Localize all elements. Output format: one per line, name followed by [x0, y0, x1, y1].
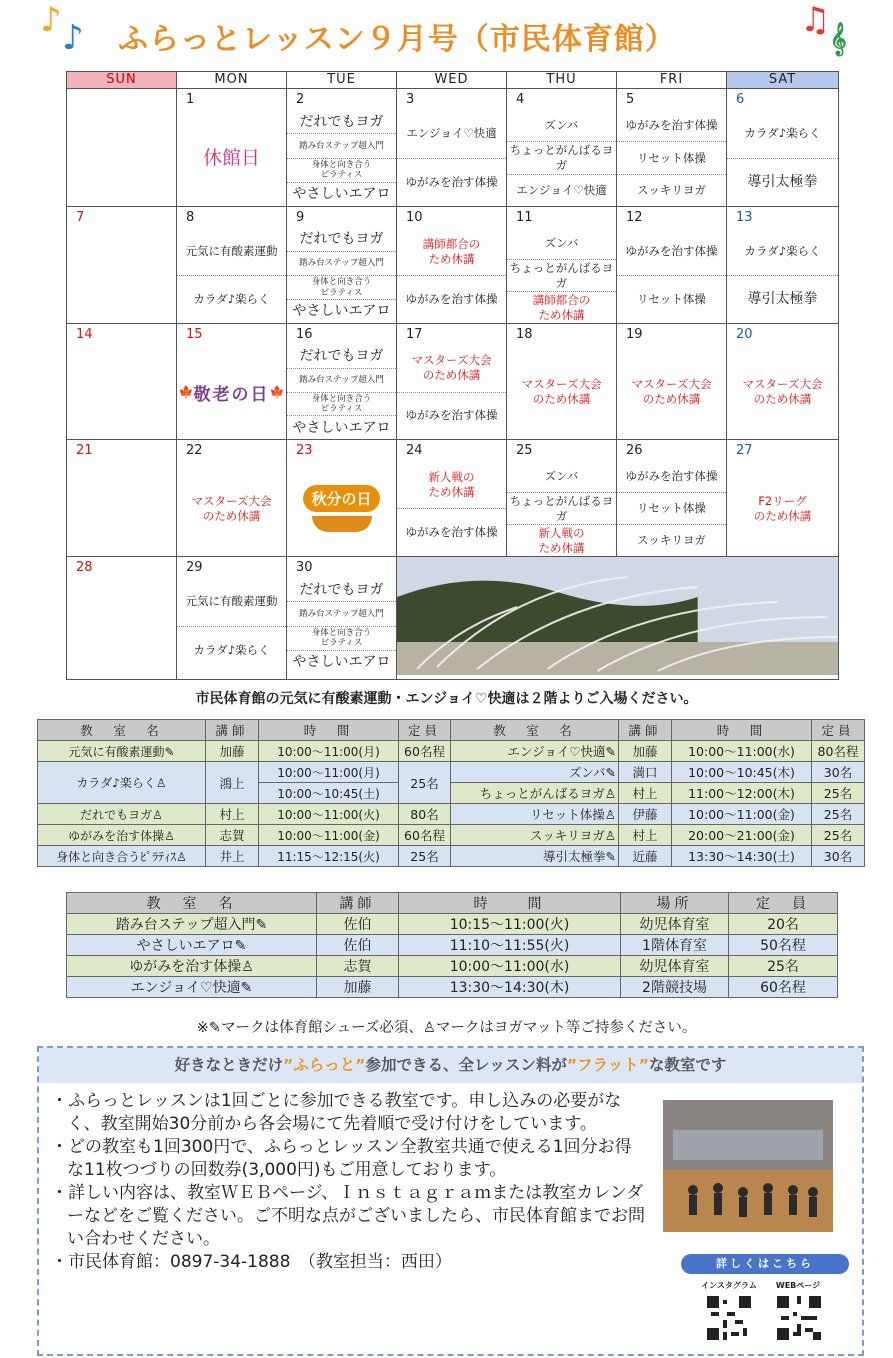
- day-lesson-slots: [507, 461, 616, 556]
- schedule-cell: 10:00～11:00(金): [259, 825, 399, 846]
- calendar-week-row: [67, 557, 839, 680]
- day-lesson-slots: [727, 345, 838, 439]
- day-number: 15: [186, 327, 203, 342]
- lesson-slot: 講師都合の ため休講: [507, 291, 616, 323]
- calendar-day-cell: [287, 557, 397, 680]
- lesson-slot: カラダ♪楽らく: [744, 126, 821, 141]
- lesson-slot: 新人戦の ため休講: [507, 524, 616, 556]
- day-lesson-slots: [397, 110, 506, 206]
- more-info-button[interactable]: 詳しくはこちら: [681, 1254, 849, 1274]
- info-heading: [39, 1048, 862, 1083]
- maple-leaf-icon: 🍁: [269, 385, 285, 399]
- day-number: 17: [406, 327, 423, 342]
- info-paragraph: ・市民体育館：0897-34-1888 （教室担当：西田）: [51, 1252, 452, 1272]
- schedule-table-weekly: [37, 719, 865, 867]
- weekday-mon: MON: [177, 72, 287, 89]
- calendar-day-cell: [507, 207, 617, 324]
- schedule-cell: 50名程: [729, 935, 838, 956]
- day-number: [67, 89, 176, 110]
- lesson-slot: 踏み台ステップ超入門: [287, 251, 396, 275]
- calendar-day-cell: [67, 207, 177, 324]
- lesson-slot: 身体と向き合う ピラティス: [287, 158, 396, 182]
- lesson-slot: ゆがみを治す体操: [625, 118, 718, 133]
- day-number: 13: [736, 210, 753, 225]
- lesson-slot: 導引太極拳: [727, 158, 838, 207]
- day-number: 23: [296, 443, 313, 458]
- day-number: 24: [406, 443, 423, 458]
- lesson-slot: やさしいエアロ: [287, 299, 396, 323]
- qr-label-instagram: インスタグラム: [701, 1281, 757, 1290]
- day-lesson-slots: [177, 110, 286, 206]
- schedule-cell: 志賀: [206, 825, 259, 846]
- calendar-day-cell: [727, 207, 839, 324]
- day-lesson-slots: [67, 345, 176, 439]
- schedule-cell: 25名: [729, 956, 838, 977]
- page-header: [0, 0, 893, 58]
- schedule-cell: 踏み台ステップ超入門✎: [67, 914, 317, 935]
- day-lesson-slots: [727, 110, 838, 206]
- schedule-cell: 2階競技場: [621, 977, 729, 998]
- lesson-slot: ズンバ: [544, 236, 579, 251]
- lesson-slot: リセット体操: [617, 141, 726, 173]
- info-paragraph: ・ふらっとレッスンは1回ごとに参加できる教室です。申し込みの必要がなく、教室開始30分前から各会場にて先着順で受け付けをしています。: [51, 1091, 622, 1134]
- calendar-weekday-row: [67, 72, 839, 89]
- schedule-row: [38, 804, 865, 825]
- schedule-header-cell: 時 間: [399, 893, 621, 914]
- weekday-sun: SUN: [67, 72, 177, 89]
- schedule-cell: 10:15～11:00(火): [399, 914, 621, 935]
- schedule-cell: 加藤: [317, 977, 399, 998]
- schedule-cell: 13:30～14:30(土): [672, 846, 812, 867]
- calendar-day-cell: [67, 324, 177, 440]
- schedule-cell: 60名程: [729, 977, 838, 998]
- lesson-slot: 休館日: [202, 146, 260, 169]
- lesson-slot: ゆがみを治す体操: [625, 469, 718, 484]
- day-lesson-slots: [507, 228, 616, 323]
- day-lesson-slots: [617, 110, 726, 206]
- day-number: 27: [736, 443, 753, 458]
- schedule-row: [38, 762, 865, 783]
- schedule-row: [67, 914, 838, 935]
- info-text: [47, 1090, 647, 1274]
- lesson-slot: マスターズ大会 のため休講: [411, 353, 492, 383]
- calendar-day-cell: [67, 89, 177, 207]
- lesson-slot: リセット体操: [617, 492, 726, 524]
- schedule-cell: ゆがみを治す体操♙: [38, 825, 206, 846]
- calendar: [66, 71, 839, 680]
- schedule-header-cell: 定員: [399, 720, 451, 741]
- lesson-slot: やさしいエアロ: [287, 415, 396, 439]
- day-lesson-slots: [177, 578, 286, 674]
- day-lesson-slots: [617, 461, 726, 556]
- lesson-slot: ゆがみを治す体操: [397, 508, 506, 556]
- lesson-slot: 身体と向き合う ピラティス: [287, 275, 396, 299]
- calendar-day-cell: [617, 207, 727, 324]
- lesson-slot: スッキリヨガ: [617, 524, 726, 556]
- lesson-slot: 講師都合の ため休講: [422, 236, 481, 266]
- schedule-cell: 幼児体育室: [621, 914, 729, 935]
- weekday-tue: TUE: [287, 72, 397, 89]
- schedule-row: [38, 846, 865, 867]
- lesson-slot: やさしいエアロ: [287, 182, 396, 206]
- lesson-slot: 新人戦の ため休講: [428, 469, 475, 499]
- day-lesson-slots: [287, 345, 396, 439]
- schedule-cell: エンジョイ♡快適✎: [67, 977, 317, 998]
- lesson-slot: ゆがみを治す体操: [625, 244, 718, 259]
- pampas-grass-image: [397, 557, 838, 675]
- day-number: 12: [626, 210, 643, 225]
- schedule-cell: 鴻上: [206, 762, 259, 804]
- schedule-cell: 60名程: [399, 741, 451, 762]
- lesson-slot: やさしいエアロ: [287, 650, 396, 674]
- info-heading-highlight: ”フラット”: [566, 1056, 649, 1074]
- day-number: 10: [406, 210, 423, 225]
- lesson-slot: マスターズ大会 のため休講: [191, 493, 272, 523]
- lesson-slot: 踏み台ステップ超入門: [287, 601, 396, 625]
- music-note-icon: ♫: [800, 0, 831, 40]
- lesson-slot: スッキリヨガ: [617, 174, 726, 206]
- day-number: 25: [516, 443, 533, 458]
- day-number: 8: [186, 210, 195, 225]
- lesson-slot: だれでもヨガ: [299, 348, 384, 365]
- info-heading-highlight: ”ふらっと”: [283, 1056, 366, 1074]
- schedule-cell: 25名: [399, 846, 451, 867]
- schedule-header-cell: 場所: [621, 893, 729, 914]
- holiday-name: 敬老の日: [193, 384, 270, 405]
- calendar-day-cell: [67, 440, 177, 557]
- lesson-slot: F2リーグ のため休講: [753, 493, 812, 523]
- calendar-week-row: [67, 207, 839, 324]
- shubun-no-hi-illustration: [287, 461, 396, 556]
- calendar-day-cell: [287, 324, 397, 440]
- calendar-day-cell: [617, 324, 727, 440]
- calendar-day-cell: [727, 324, 839, 440]
- calendar-day-cell: [397, 89, 507, 207]
- schedule-header-cell: 定員: [812, 720, 865, 741]
- schedule-cell: 井上: [206, 846, 259, 867]
- schedule-cell: 満口: [619, 762, 672, 783]
- schedule-header-cell: 教 室 名: [38, 720, 206, 741]
- schedule-cell: 加藤: [206, 741, 259, 762]
- schedule-cell: ズンバ✎: [451, 762, 619, 783]
- calendar-day-cell: [287, 89, 397, 207]
- calendar-day-cell: [397, 207, 507, 324]
- schedule-cell: 10:00～11:00(月): [259, 741, 399, 762]
- schedule-row: [67, 977, 838, 998]
- schedule-cell: スッキリヨガ♙: [451, 825, 619, 846]
- day-lesson-slots: [617, 345, 726, 439]
- gym-class-photo: [663, 1100, 833, 1232]
- day-lesson-slots: [287, 228, 396, 323]
- mark-legend: ※✎マークは体育館シューズ必須、♙マークはヨガマット等ご持参ください。: [196, 1020, 697, 1036]
- schedule-cell: 佐伯: [317, 914, 399, 935]
- schedule-cell: 80名: [399, 804, 451, 825]
- lesson-slot: だれでもヨガ: [299, 581, 384, 598]
- day-number: 18: [516, 327, 533, 342]
- schedule-row: [38, 825, 865, 846]
- calendar-day-cell: [287, 440, 397, 557]
- schedule-cell: 10:00～10:45(木): [672, 762, 812, 783]
- calendar-day-cell: [507, 440, 617, 557]
- schedule-cell: 10:00～11:00(水): [399, 956, 621, 977]
- day-number: 30: [296, 560, 313, 575]
- schedule-cell: ゆがみを治す体操♙: [67, 956, 317, 977]
- music-note-icon: ♪: [62, 18, 84, 58]
- schedule-cell: 10:00～11:00(水): [672, 741, 812, 762]
- holiday-name: 秋分の日: [303, 485, 379, 512]
- day-number: 6: [736, 92, 745, 107]
- schedule-cell: カラダ♪楽らく♙: [38, 762, 206, 804]
- schedule-header-cell: 時 間: [259, 720, 399, 741]
- lesson-slot: ゆがみを治す体操: [397, 392, 506, 440]
- schedule-cell: ちょっとがんばるヨガ♙: [451, 783, 619, 804]
- info-paragraph: ・詳しい内容は、教室ＷＥＢページ、Ｉｎｓｔａｇｒａｍまたは教室カレンダーなどをご覧ください。ご不明な点がございましたら、市民体育館までお問い合わせください。: [51, 1183, 645, 1249]
- lesson-slot: ズンバ: [544, 469, 579, 484]
- schedule-cell: 30名: [812, 762, 865, 783]
- lesson-slot: エンジョイ♡快適: [406, 126, 497, 141]
- day-lesson-slots: [67, 578, 176, 674]
- schedule-cell: だれでもヨガ♙: [38, 804, 206, 825]
- day-lesson-slots: [397, 461, 506, 556]
- maple-leaf-icon: 🍁: [178, 385, 194, 399]
- day-number: 7: [76, 210, 85, 225]
- day-lesson-slots: [287, 461, 396, 556]
- calendar-day-cell: [177, 557, 287, 680]
- schedule-cell: 11:10～11:55(火): [399, 935, 621, 956]
- schedule-cell: 村上: [619, 825, 672, 846]
- schedule-cell: 伊藤: [619, 804, 672, 825]
- day-lesson-slots: [67, 228, 176, 323]
- schedule-table-special: [66, 892, 838, 998]
- keiro-no-hi-illustration: [177, 345, 286, 439]
- schedule-cell: 10:00～11:00(火): [259, 804, 399, 825]
- calendar-day-cell: [617, 89, 727, 207]
- info-heading-text: 好きなときだけ: [174, 1056, 284, 1074]
- day-lesson-slots: [287, 578, 396, 674]
- day-number: 1: [186, 92, 195, 107]
- lesson-slot: マスターズ大会 のため休講: [742, 377, 823, 406]
- schedule-cell: 30名: [812, 846, 865, 867]
- weekday-thu: THU: [507, 72, 617, 89]
- day-number: 20: [736, 327, 753, 342]
- lesson-slot: 身体と向き合う ピラティス: [287, 392, 396, 416]
- calendar-day-cell: [397, 324, 507, 440]
- info-box: [37, 1046, 864, 1356]
- schedule-header-cell: 講師: [317, 893, 399, 914]
- lesson-slot: ちょっとがんばるヨガ: [507, 141, 616, 173]
- day-number: 28: [76, 560, 93, 575]
- calendar-day-cell: [67, 557, 177, 680]
- schedule-header-cell: 教 室 名: [67, 893, 317, 914]
- calendar-day-cell: [287, 207, 397, 324]
- calendar-day-cell: [177, 207, 287, 324]
- day-lesson-slots: [727, 228, 838, 323]
- calendar-day-cell: [727, 440, 839, 557]
- schedule-cell: 13:30～14:30(木): [399, 977, 621, 998]
- day-lesson-slots: [727, 461, 838, 556]
- day-lesson-slots: [67, 110, 176, 206]
- lesson-slot: 身体と向き合う ピラティス: [287, 626, 396, 650]
- calendar-week-row: [67, 324, 839, 440]
- weekday-sat: SAT: [727, 72, 839, 89]
- schedule-cell: 11:15～12:15(火): [259, 846, 399, 867]
- calendar-day-cell: [507, 324, 617, 440]
- qr-label-web: WEBページ: [775, 1281, 821, 1290]
- day-number: 2: [296, 92, 305, 107]
- day-lesson-slots: [177, 345, 286, 439]
- schedule-cell: 60名程: [399, 825, 451, 846]
- lesson-slot: カラダ♪楽らく: [744, 244, 821, 259]
- schedule-cell: 80名程: [812, 741, 865, 762]
- schedule-cell: 近藤: [619, 846, 672, 867]
- lesson-slot: 元気に有酸素運動: [185, 594, 278, 609]
- schedule-cell: 村上: [206, 804, 259, 825]
- day-lesson-slots: [177, 228, 286, 323]
- schedule-header-cell: 定 員: [729, 893, 838, 914]
- calendar-week-row: [67, 89, 839, 207]
- schedule-cell: 佐伯: [317, 935, 399, 956]
- day-lesson-slots: [287, 110, 396, 206]
- schedule-row: [67, 935, 838, 956]
- info-heading-text: な教室です: [648, 1056, 727, 1074]
- day-lesson-slots: [617, 228, 726, 323]
- weekday-wed: WED: [397, 72, 507, 89]
- day-number: 4: [516, 92, 525, 107]
- schedule-cell: 25名: [812, 804, 865, 825]
- day-number: 21: [76, 443, 93, 458]
- lesson-slot: 踏み台ステップ超入門: [287, 368, 396, 392]
- lesson-slot: ゆがみを治す体操: [397, 275, 506, 323]
- weekday-fri: FRI: [617, 72, 727, 89]
- schedule-cell: 25名: [812, 783, 865, 804]
- day-number: 22: [186, 443, 203, 458]
- schedule-cell: 20:00～21:00(金): [672, 825, 812, 846]
- calendar-day-cell: [617, 440, 727, 557]
- schedule-header-cell: 時 間: [672, 720, 812, 741]
- lesson-slot: マスターズ大会 のため休講: [631, 377, 712, 406]
- day-lesson-slots: [397, 228, 506, 323]
- calendar-day-cell: [727, 89, 839, 207]
- lesson-slot: ちょっとがんばるヨガ: [507, 259, 616, 291]
- schedule-header-cell: 講師: [619, 720, 672, 741]
- info-heading-text: 参加できる、全レッスン料が: [365, 1056, 567, 1074]
- calendar-day-cell: [177, 440, 287, 557]
- calendar-day-cell: [177, 324, 287, 440]
- schedule-cell: 10:00～10:45(土): [259, 783, 399, 804]
- day-number: 16: [296, 327, 313, 342]
- moon-dango-icon: [312, 516, 372, 532]
- schedule-header-cell: 教 室 名: [451, 720, 619, 741]
- schedule-cell: 身体と向き合うﾋﾟﾗﾃｨｽ♙: [38, 846, 206, 867]
- lesson-slot: だれでもヨガ: [299, 231, 384, 248]
- music-note-icon: ♪: [40, 0, 62, 40]
- schedule-cell: 村上: [619, 783, 672, 804]
- pampas-grass-photo: [397, 557, 839, 680]
- day-number: 14: [76, 327, 93, 342]
- schedule-cell: 10:00～11:00(月): [259, 762, 399, 783]
- day-lesson-slots: [67, 461, 176, 556]
- day-number: 26: [626, 443, 643, 458]
- schedule-cell: 導引太極拳✎: [451, 846, 619, 867]
- lesson-slot: マスターズ大会 のため休講: [521, 377, 602, 406]
- instagram-qr-code[interactable]: [707, 1296, 751, 1340]
- schedule-cell: リセット体操♙: [451, 804, 619, 825]
- schedule-cell: 11:00～12:00(木): [672, 783, 812, 804]
- day-number: 3: [406, 92, 415, 107]
- day-number: 19: [626, 327, 643, 342]
- day-lesson-slots: [397, 345, 506, 439]
- schedule-cell: エンジョイ♡快適✎: [451, 741, 619, 762]
- day-number: 9: [296, 210, 305, 225]
- day-number: 5: [626, 92, 635, 107]
- schedule-cell: 1階体育室: [621, 935, 729, 956]
- schedule-cell: 志賀: [317, 956, 399, 977]
- lesson-slot: 導引太極拳: [727, 275, 838, 323]
- lesson-slot: ズンバ: [544, 118, 579, 133]
- schedule-cell: 25名: [399, 762, 451, 804]
- lesson-slot: ちょっとがんばるヨガ: [507, 492, 616, 524]
- day-lesson-slots: [507, 110, 616, 206]
- entrance-notice: 市民体育館の元気に有酸素運動・エンジョイ♡快適は２階よりご入場ください。: [195, 691, 698, 707]
- schedule-row: [67, 956, 838, 977]
- calendar-day-cell: [397, 440, 507, 557]
- lesson-slot: 踏み台ステップ超入門: [287, 133, 396, 157]
- web-qr-code[interactable]: [777, 1296, 821, 1340]
- schedule-cell: 幼児体育室: [621, 956, 729, 977]
- day-number: 11: [516, 210, 533, 225]
- calendar-day-cell: [507, 89, 617, 207]
- info-paragraph: ・どの教室も1回300円で、ふらっとレッスン全教室共通で使える1回分お得な11枚つづりの回数券(3,000円)もご用意しております。: [51, 1137, 632, 1180]
- lesson-slot: エンジョイ♡快適: [507, 174, 616, 206]
- lesson-slot: ゆがみを治す体操: [397, 158, 506, 207]
- page-title: ふらっとレッスン９月号（市民体育館）: [118, 22, 676, 57]
- lesson-slot: カラダ♪楽らく: [177, 275, 286, 323]
- schedule-cell: やさしいエアロ✎: [67, 935, 317, 956]
- calendar-week-row: [67, 440, 839, 557]
- treble-clef-icon: 𝄞: [830, 22, 847, 55]
- schedule-cell: 加藤: [619, 741, 672, 762]
- lesson-slot: リセット体操: [617, 275, 726, 323]
- calendar-day-cell: [177, 89, 287, 207]
- schedule-cell: 20名: [729, 914, 838, 935]
- day-lesson-slots: [507, 345, 616, 439]
- day-number: 29: [186, 560, 203, 575]
- schedule-cell: 元気に有酸素運動✎: [38, 741, 206, 762]
- schedule-header-cell: 講師: [206, 720, 259, 741]
- schedule-cell: 10:00～11:00(金): [672, 804, 812, 825]
- schedule-row: [38, 741, 865, 762]
- lesson-slot: 元気に有酸素運動: [185, 244, 278, 259]
- lesson-slot: だれでもヨガ: [299, 113, 384, 130]
- day-lesson-slots: [177, 461, 286, 556]
- lesson-slot: カラダ♪楽らく: [177, 626, 286, 675]
- schedule-cell: 25名: [812, 825, 865, 846]
